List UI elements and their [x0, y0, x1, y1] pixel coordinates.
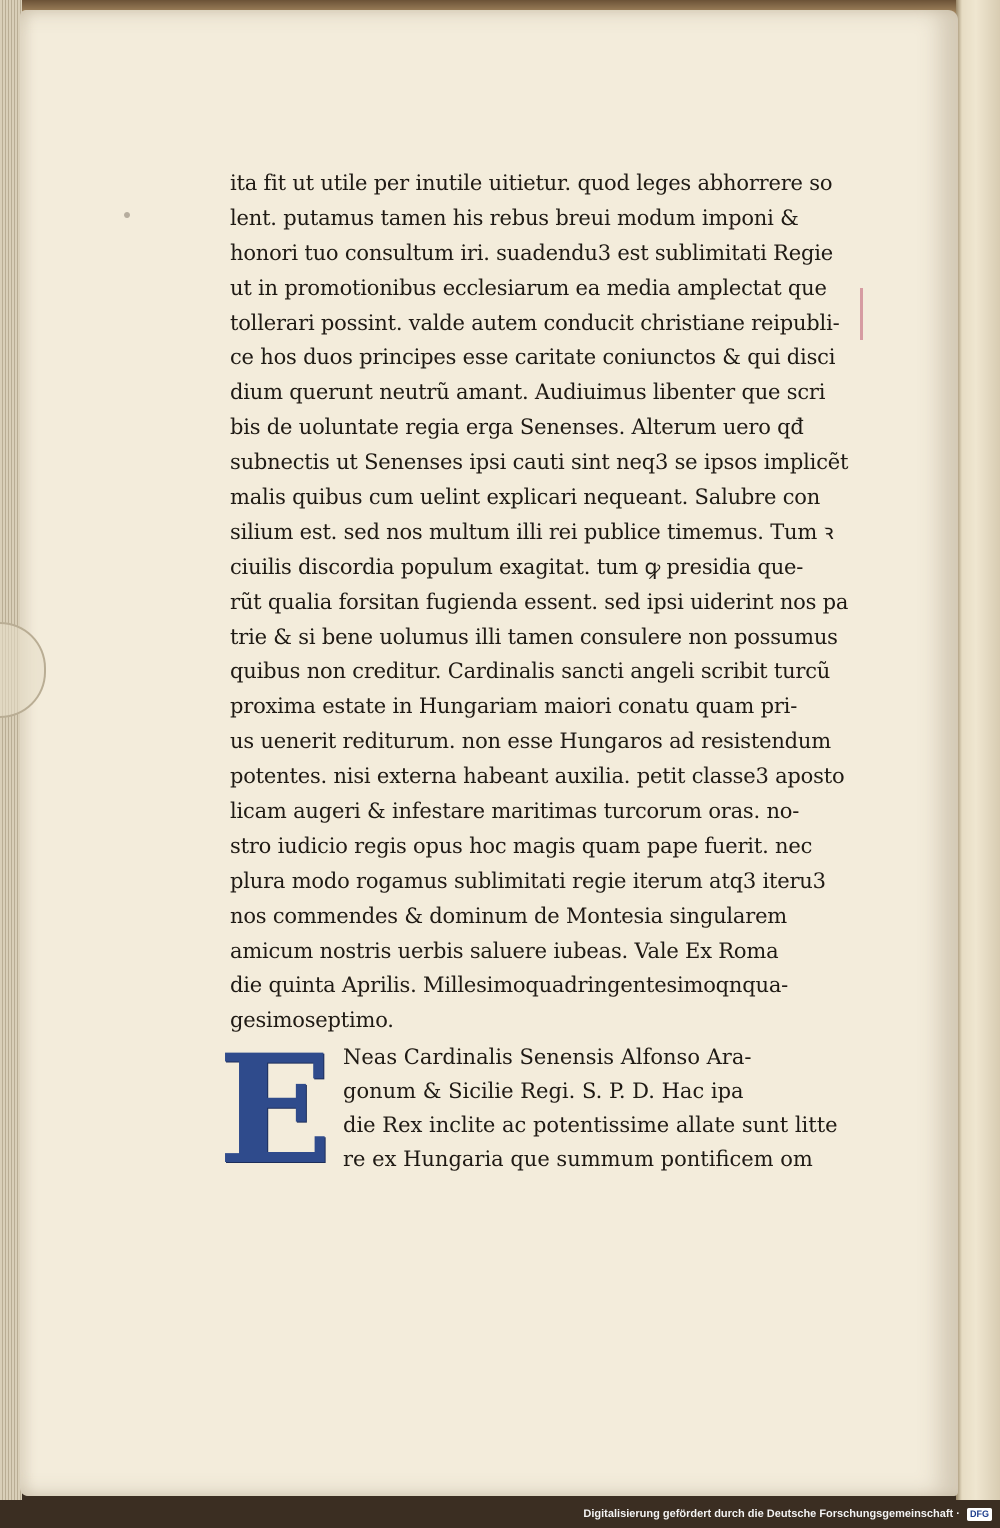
text-line: lent. putamus tamen his rebus breui modum imponi &	[230, 205, 799, 230]
decorated-initial: E	[218, 1022, 333, 1198]
text-line: trie & si bene uolumus illi tamen consulere non possumus	[230, 624, 838, 649]
text-line: nos commendes & dominum de Montesia singularem	[230, 903, 788, 928]
text-line: dium querunt neutrũ amant. Audiuimus libenter que scri	[230, 380, 826, 405]
letter-opening	[218, 1022, 868, 1198]
text-line: stro iudicio regis opus hoc magis quam pape fuerit. nec	[230, 833, 813, 858]
text-line: silium est. sed nos multum illi rei publice timemus. Tum ꝛ	[230, 519, 834, 544]
text-line: ciuilis discordia populum exagitat. tum ꝙ presidia que-	[230, 554, 804, 579]
margin-mark	[124, 212, 130, 218]
credit-text: Digitalisierung gefördert durch die Deutsche Forschungsgemeinschaft	[583, 1508, 954, 1520]
text-line: licam augeri & infestare maritimas turcorum oras. no-	[230, 799, 800, 824]
text-line: plura modo rogamus sublimitati regie iterum atq3 iteru3	[230, 868, 826, 893]
text-line: die quinta Aprilis. Millesimoquadringentesimoqnqua-	[230, 973, 789, 998]
text-line: amicum nostris uerbis saluere iubeas. Vale Ex Roma	[230, 938, 779, 963]
dfg-logo: DFG	[967, 1508, 992, 1521]
text-line: potentes. nisi externa habeant auxilia. petit classe3 aposto	[230, 764, 845, 789]
text-line: gesimoseptimo.	[230, 1008, 394, 1033]
text-line: bis de uoluntate regia erga Senenses. Alterum uero qđ	[230, 415, 804, 440]
text-line: ce hos duos principes esse caritate coniunctos & qui disci	[230, 345, 836, 370]
main-text-block	[230, 166, 862, 1038]
text-line: honori tuo consultum iri. suadendu3 est sublimitati Regie	[230, 240, 833, 265]
text-line: proxima estate in Hungariam maiori conatu quam pri-	[230, 694, 798, 719]
text-line: ut in promotionibus ecclesiarum ea media amplectat que	[230, 275, 827, 300]
page-stack-edge	[0, 0, 22, 1500]
letter-line: Neas Cardinalis Senensis Alfonso Ara-	[343, 1045, 752, 1069]
letter-text	[343, 1040, 863, 1176]
text-line: us uenerit rediturum. non esse Hungaros ad resistendum	[230, 729, 831, 754]
text-line: ita fit ut utile per inutile uitietur. quod leges abhorrere so	[230, 171, 833, 195]
text-line: tollerari possint. valde autem conducit christiane reipubli-	[230, 310, 840, 335]
next-leaf-edge	[956, 0, 1000, 1500]
digitization-credit: Digitalisierung gefördert durch die Deutsche Forschungsgemeinschaft · DFG	[583, 1504, 992, 1524]
text-line: rũt qualia forsitan fugienda essent. sed ipsi uiderint nos pa	[230, 589, 849, 614]
letter-line: die Rex inclite ac potentissime allate sunt litte	[343, 1113, 838, 1137]
text-line: malis quibus cum uelint explicari nequeant. Salubre con	[230, 485, 821, 510]
letter-line: re ex Hungaria que summum pontificem om	[343, 1147, 813, 1171]
text-line: quibus non creditur. Cardinalis sancti angeli scribit turcũ	[230, 659, 831, 684]
letter-line: gonum & Sicilie Regi. S. P. D. Hac ipa	[343, 1079, 744, 1103]
text-line: subnectis ut Senenses ipsi cauti sint neq3 se ipsos implicẽt	[230, 450, 849, 475]
